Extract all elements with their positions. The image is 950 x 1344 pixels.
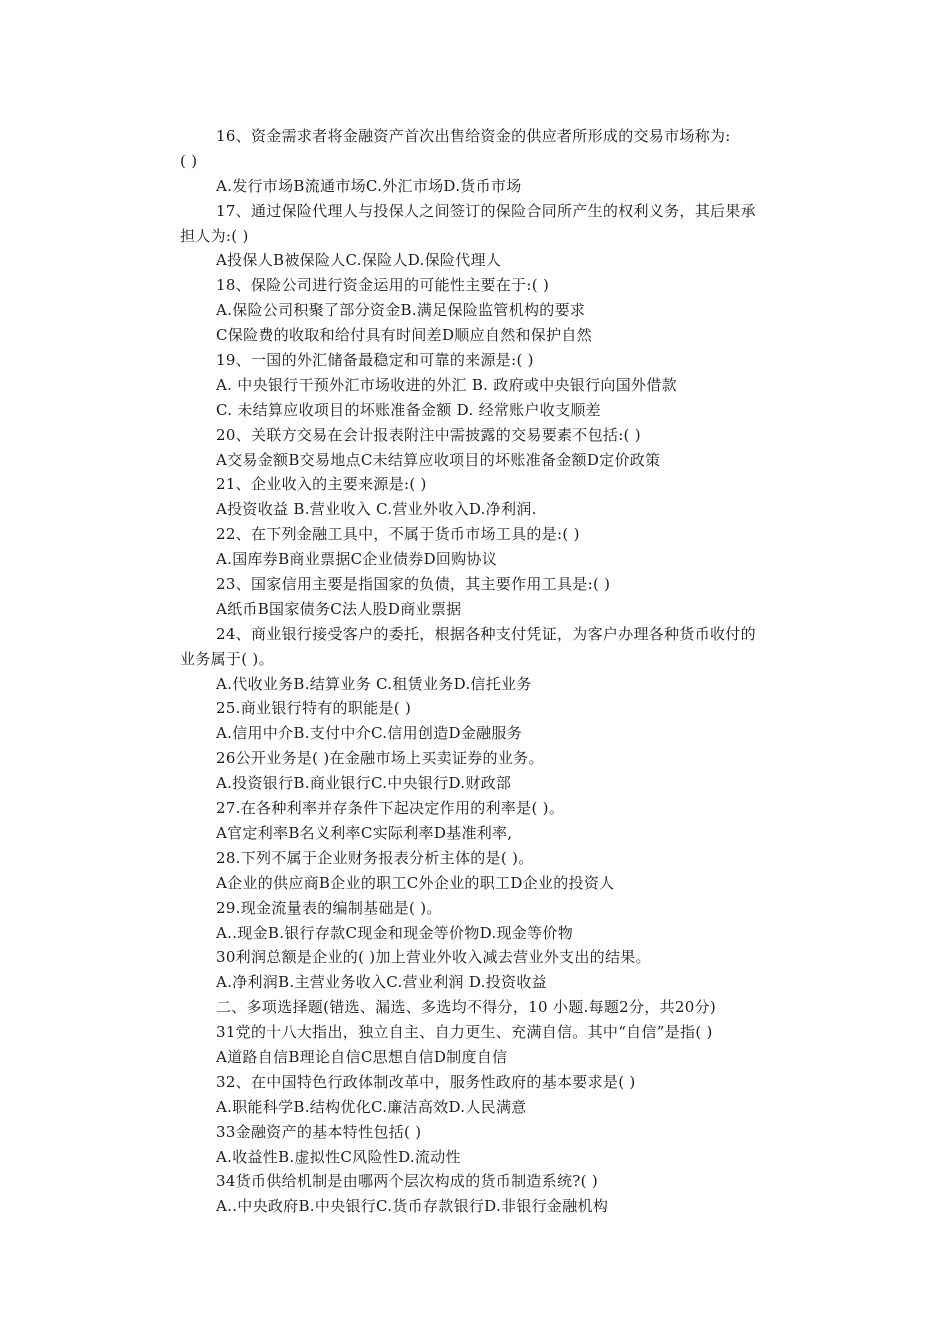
text-line: A. 中央银行干预外汇市场收进的外汇 B. 政府或中央银行向国外借款 [216,375,677,394]
text-line: 27.在各种利率并存条件下起决定作用的利率是( )。 [216,799,565,818]
text-line: ( ) [180,151,198,170]
text-line: 24、商业银行接受客户的委托，根据各种支付凭证，为客户办理各种货币收付的 [216,624,756,643]
text-line: 二、多项选择题(错选、漏选、多选均不得分，10 小题.每题2分，共20分) [216,998,717,1017]
text-line: A投资收益 B.营业收入 C.营业外收入D.净利润. [216,500,537,519]
text-line: 25.商业银行特有的职能是( ) [216,699,412,718]
text-line: A.收益性B.虚拟性C风险性D.流动性 [216,1147,461,1166]
text-line: A.代收业务B.结算业务 C.租赁业务D.信托业务 [216,674,532,693]
text-line: 34货币供给机制是由哪两个层次构成的货币制造系统?( ) [216,1172,599,1191]
text-line: 22、在下列金融工具中，不属于货币市场工具的是:( ) [216,525,580,544]
text-line: A.职能科学B.结构优化C.廉洁高效D.人民满意 [216,1097,527,1116]
text-line: 30利润总额是企业的( )加上营业外收入减去营业外支出的结果。 [216,948,651,967]
text-line: A投保人B被保险人C.保险人D.保险代理人 [216,251,502,270]
text-line: A纸币B国家债务C法人股D商业票据 [216,599,462,618]
text-line: C保险费的收取和给付具有时间差D顺应自然和保护自然 [216,326,593,345]
text-line: A..中央政府B.中央银行C.货币存款银行D.非银行金融机构 [216,1197,609,1216]
text-line: A.投资银行B.商业银行C.中央银行D.财政部 [216,774,512,793]
text-line: A.净利润B.主营业务收入C.营业利润 D.投资收益 [216,973,547,992]
text-line: A道路自信B理论自信C思想自信D制度自信 [216,1047,508,1066]
text-line: 19、一国的外汇储备最稳定和可靠的来源是:( ) [216,351,534,370]
text-line: 26公开业务是( )在金融市场上买卖证券的业务。 [216,749,544,768]
text-line: C. 未结算应收项目的坏账准备金额 D. 经常账户收支顺差 [216,400,601,419]
text-line: 业务属于( )。 [180,649,274,668]
text-line: A..现金B.银行存款C现金和现金等价物D.现金等价物 [216,923,573,942]
text-line: A.国库券B商业票据C企业债券D回购协议 [216,550,498,569]
text-line: 21、企业收入的主要来源是:( ) [216,475,427,494]
text-line: A.信用中介B.支付中介C.信用创造D金融服务 [216,724,523,743]
text-line: A企业的供应商B企业的职工C外企业的职工D企业的投资人 [216,873,615,892]
text-line: A.发行市场B流通市场C.外汇市场D.货币市场 [216,176,522,195]
text-line: 担人为:( ) [180,226,249,245]
document-body [180,124,810,1219]
text-line: 29.现金流量表的编制基础是( )。 [216,898,442,917]
text-line: 32、在中国特色行政体制改革中，服务性政府的基本要求是( ) [216,1072,636,1091]
text-line: A交易金额B交易地点C未结算应收项目的坏账准备金额D定价政策 [216,450,661,469]
text-line: 18、保险公司进行资金运用的可能性主要在于:( ) [216,276,550,295]
text-line: 23、国家信用主要是指国家的负债，其主要作用工具是:( ) [216,575,611,594]
text-line: 33金融资产的基本特性包括( ) [216,1122,422,1141]
text-line: A.保险公司积聚了部分资金B.满足保险监管机构的要求 [216,301,586,320]
text-line: 31党的十八大指出，独立自主、自力更生、充满自信。其中“自信”是指( ) [216,1023,713,1042]
text-line: 16、资金需求者将金融资产首次出售给资金的供应者所形成的交易市场称为: [216,127,731,145]
text-line: 17、通过保险代理人与投保人之间签订的保险合同所产生的权利义务，其后果承 [216,201,756,220]
text-line: 20、关联方交易在会计报表附注中需披露的交易要素不包括:( ) [216,425,641,444]
text-line: 28.下列不属于企业财务报表分析主体的是( )。 [216,848,534,867]
text-line: A官定利率B名义利率C实际利率D基准利率, [216,823,513,842]
